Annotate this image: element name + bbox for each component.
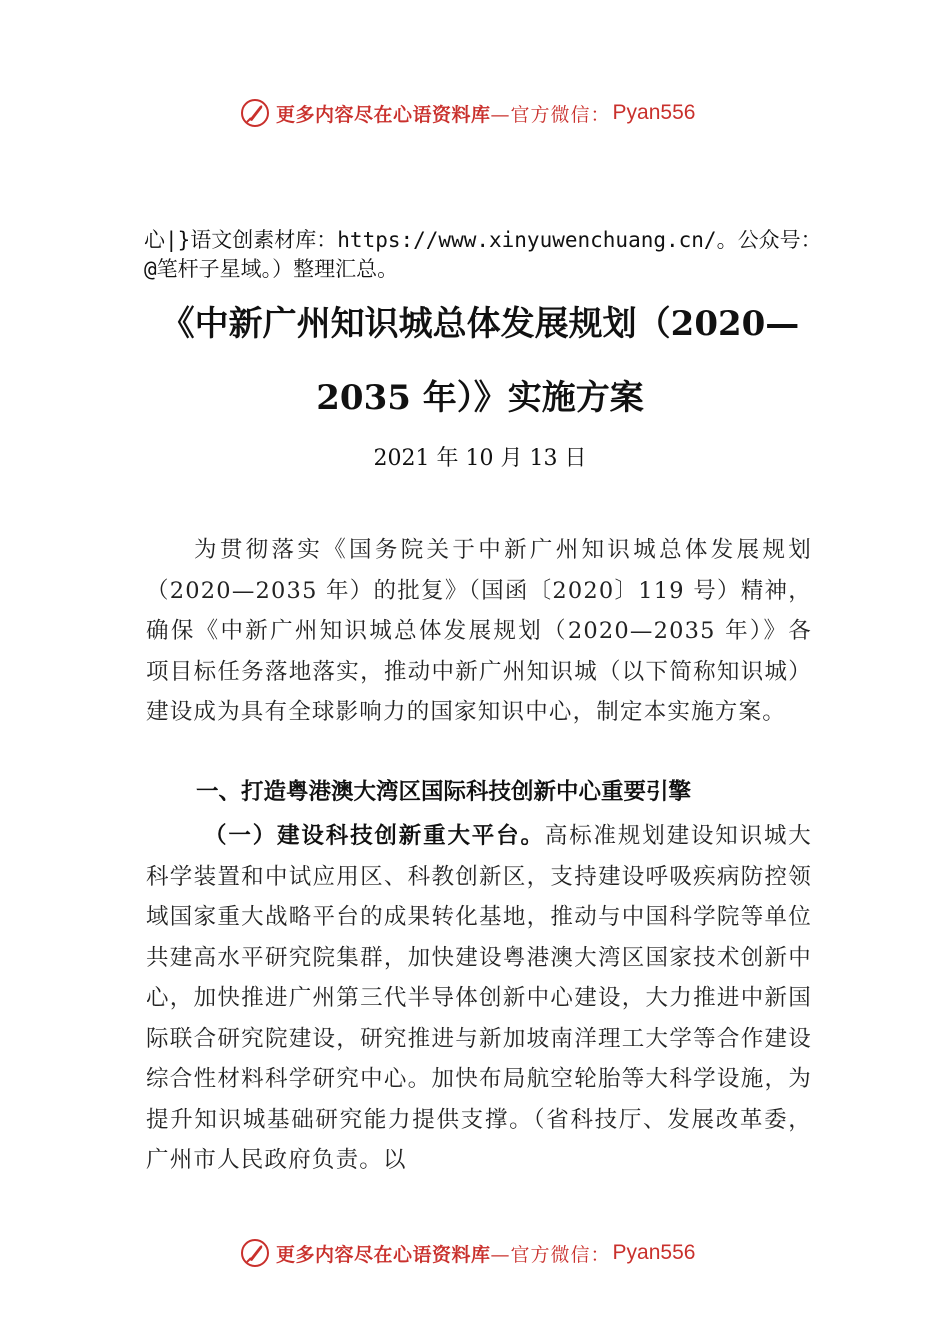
document-title-line1: 《中新广州知识城总体发展规划（2020—	[160, 304, 800, 344]
section-heading: 一、打造粤港澳大湾区国际科技创新中心重要引擎	[196, 779, 692, 805]
banner-wechat-id: Pyan556	[612, 1241, 696, 1264]
source-note: 心|}语文创素材库：https://www.xinyuwenchuang.cn/。公众号：@笔杆子星域。）整理汇总。	[144, 228, 822, 281]
document-title-line2: 2035 年）》实施方案	[316, 378, 644, 418]
item-lead: （一）建设科技创新重大平台。	[204, 823, 545, 849]
intro-paragraph: 为贯彻落实《国务院关于中新广州知识城总体发展规划（2020—2035 年）的批复》（国函〔2020〕119 号）精神，确保《中新广州知识城总体发展规划（2020—2035 年）》各项目标任务落地落实，推动中新广州知识城（以下简称知识城）建设成为具有全球影响力的国家知识中心，制定本实施方案。	[146, 537, 812, 725]
document-date: 2021 年 10 月 13 日	[373, 446, 587, 471]
banner-wechat-label: —官方微信：	[490, 103, 611, 126]
banner-wechat-id: Pyan556	[612, 101, 696, 124]
banner-wechat-label: —官方微信：	[490, 1243, 611, 1266]
feather-pen-logo-icon	[240, 1238, 270, 1268]
banner-main-text: 更多内容尽在心语资料库	[276, 103, 491, 126]
item-body: 高标准规划建设知识城大科学装置和中试应用区、科教创新区，支持建设呼吸疾病防控领域国家重大战略平台的成果转化基地，推动与中国科学院等单位共建高水平研究院集群，加快建设粤港澳大湾区国家技术创新中心，加快推进广州第三代半导体创新中心建设，大力推进中新国际联合研究院建设，研究推进与新加坡南洋理工大学等合作建设综合性材料科学研究中心。加快布局航空轮胎等大科学设施，为提升知识城基础研究能力提供支撑。（省科技厅、发展改革委，广州市人民政府负责。以	[146, 823, 812, 1173]
header-watermark-banner	[240, 96, 760, 130]
item-paragraph	[146, 816, 812, 1181]
feather-pen-logo-icon	[240, 98, 270, 128]
footer-watermark-banner	[240, 1236, 760, 1270]
banner-main-text: 更多内容尽在心语资料库	[276, 1243, 491, 1266]
